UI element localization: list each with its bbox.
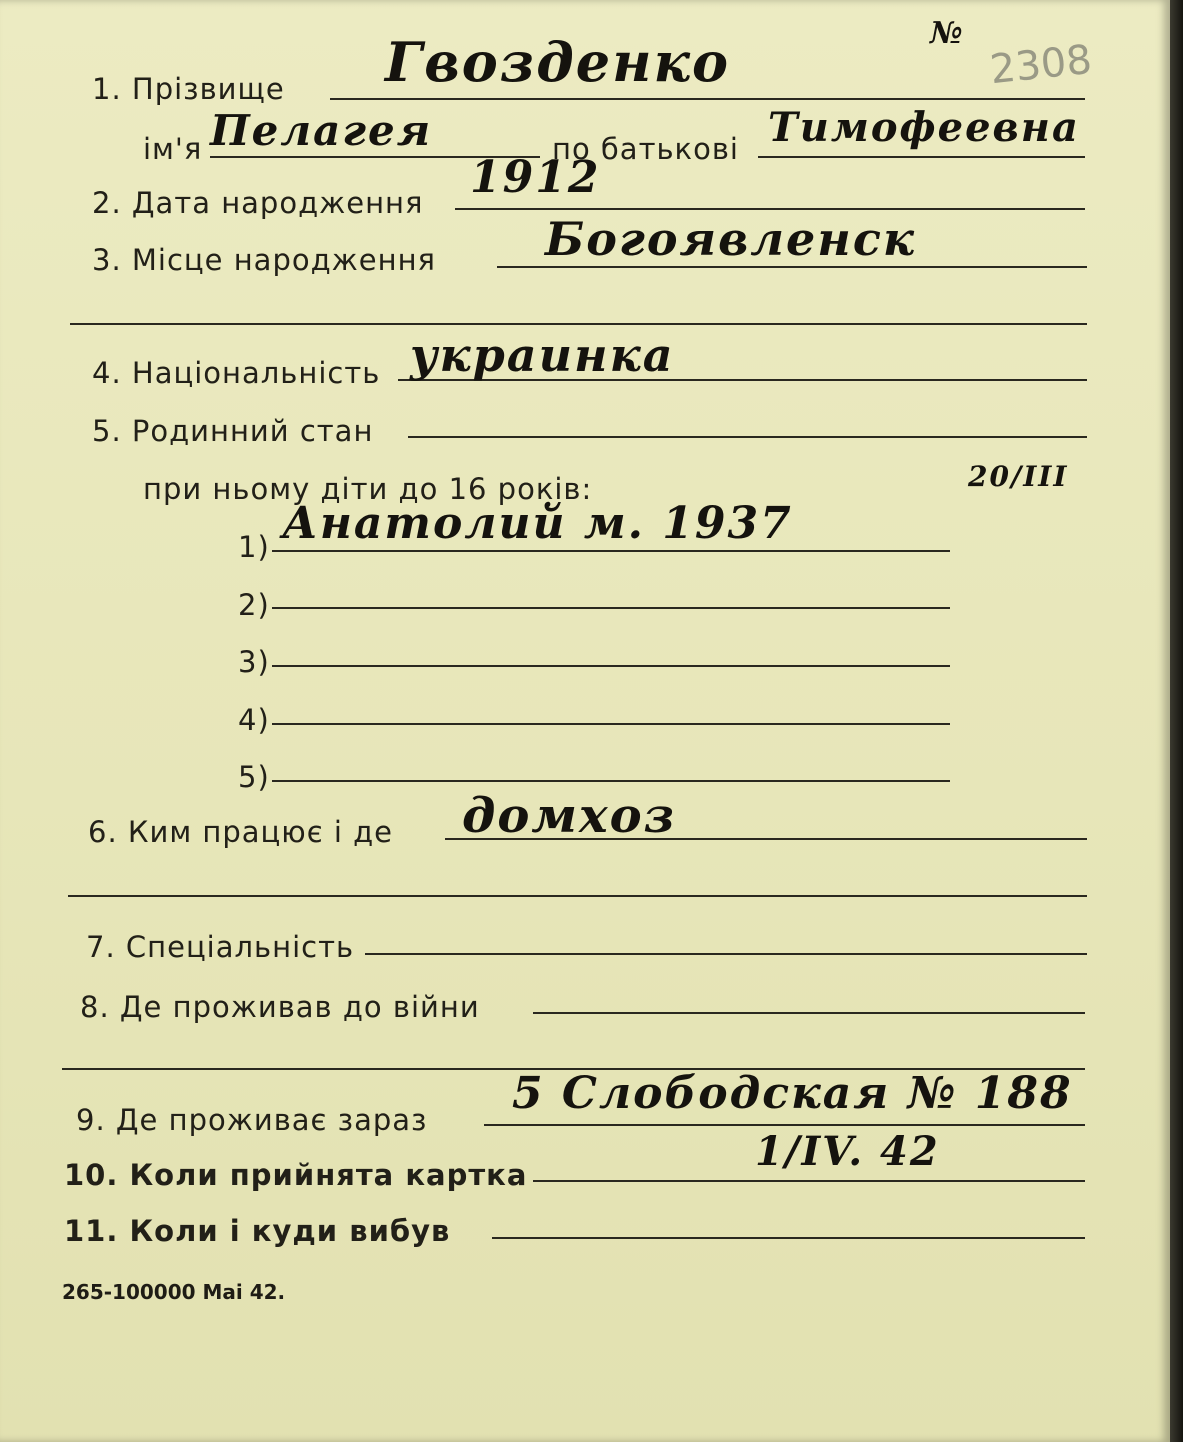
birth-place-line (497, 266, 1087, 268)
family-status-line (408, 436, 1087, 438)
child-4-line (272, 723, 950, 725)
card-accepted-label: 10. Коли прийнята картка (64, 1158, 528, 1192)
surname-label: 1. Прізвище (92, 72, 285, 106)
child-1-line (272, 550, 950, 552)
birth-date-line (455, 208, 1085, 210)
departed-label: 11. Коли і куди вибув (64, 1214, 451, 1248)
child-5-label: 5) (238, 760, 270, 794)
departed-line (492, 1237, 1085, 1239)
surname-line (330, 98, 1085, 100)
prewar-residence-line (533, 1012, 1085, 1014)
current-residence-value: 5 Слободская № 188 (512, 1068, 1073, 1119)
birth-date-label: 2. Дата народження (92, 186, 424, 220)
work-label: 6. Ким працює і де (88, 815, 394, 849)
nationality-label: 4. Національність (92, 356, 381, 390)
family-status-label: 5. Родинний стан (92, 414, 374, 448)
current-residence-label: 9. Де проживає зараз (76, 1103, 428, 1137)
nationality-value: украинка (410, 328, 675, 382)
card-number: 2308 (987, 36, 1094, 94)
birth-date-value: 1912 (470, 152, 601, 203)
patronymic-label: по батькові (552, 132, 739, 166)
birth-place-label: 3. Місце народження (92, 243, 436, 277)
name-label: ім'я (143, 132, 203, 166)
work-line-2 (68, 895, 1087, 897)
name-value: Пелагея (210, 106, 433, 155)
patronymic-value: Тимофеевна (768, 104, 1080, 151)
card-accepted-line (533, 1180, 1085, 1182)
card-edge-shadow (1170, 0, 1183, 1442)
child-3-line (272, 665, 950, 667)
specialty-line (365, 953, 1087, 955)
birth-place-line-2 (70, 323, 1087, 325)
child-3-label: 3) (238, 645, 270, 679)
child-4-label: 4) (238, 703, 270, 737)
birth-place-value: Богоявленск (545, 212, 916, 266)
current-residence-value-2: 1/IV. 42 (755, 1128, 940, 1175)
surname-value: Гвозденко (385, 30, 731, 94)
number-sign: № (930, 16, 965, 51)
child-1-note: 20/III (968, 460, 1069, 493)
specialty-label: 7. Спеціальність (86, 930, 355, 964)
current-residence-line (484, 1124, 1085, 1126)
print-info: 265-100000 Mai 42. (62, 1280, 286, 1304)
child-2-label: 2) (238, 588, 270, 622)
child-5-line (272, 780, 950, 782)
prewar-residence-label: 8. Де проживав до війни (80, 990, 480, 1024)
patronymic-line (758, 156, 1085, 158)
child-1-label: 1) (238, 530, 270, 564)
child-2-line (272, 607, 950, 609)
child-1-value: Анатолий м. 1937 (282, 498, 793, 549)
work-value: домхоз (462, 788, 677, 844)
children-label: при ньому діти до 16 років: (143, 472, 593, 506)
